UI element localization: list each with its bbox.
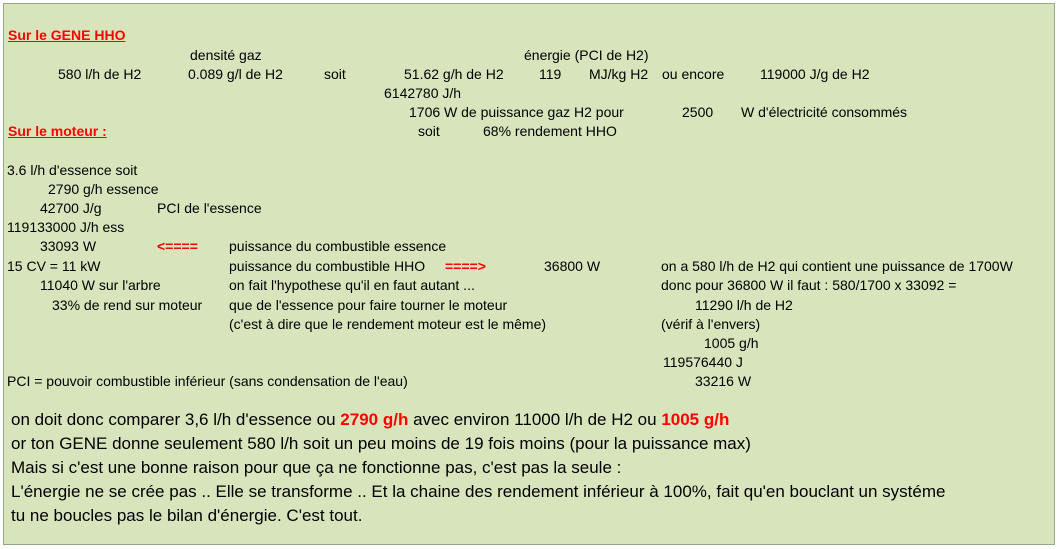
elec-label-cell[interactable]: W d'électricité consommés [741,104,908,120]
ou-encore-cell[interactable]: ou encore [662,66,725,82]
rend-moteur-cell[interactable]: 33% de rend sur moteur [52,297,203,313]
conclusion-line-4[interactable]: L'énergie ne se crée pas .. Elle se transforme .. Et la chaine des rendement inférieur à 100%, fait qu'en bouclant un systéme [11,482,946,501]
que-essence-cell[interactable]: que de l'essence pour faire tourner le moteur [229,297,508,313]
essence-lh-cell[interactable]: 3.6 l/h d'essence soit [7,162,138,178]
elec-value-cell[interactable]: 2500 [682,104,714,120]
verif-cell[interactable]: (vérif à l'envers) [661,316,761,332]
density-header[interactable]: densité gaz [190,47,262,63]
pci-def-cell[interactable]: PCI = pouvoir combustible inférieur (sans condensation de l'eau) [7,373,408,389]
verif-w-cell[interactable]: 33216 W [695,373,752,389]
verif-gh-cell[interactable]: 1005 g/h [704,335,759,351]
conclusion-line-1[interactable] [11,410,729,430]
jg-value-cell[interactable]: 119000 J/g de H2 [760,66,870,82]
mass-rate-cell[interactable]: 51.62 g/h de H2 [404,66,504,82]
power-gas-cell[interactable]: 1706 W de puissance gaz H2 pour [409,104,624,120]
conclusion-text: avec environ 11000 l/h de H2 ou [408,410,662,429]
jh-value-cell[interactable]: 6142780 J/h [384,85,462,101]
cest-a-dire-cell[interactable]: (c'est à dire que le rendement moteur est le même) [229,316,547,332]
soit-cell[interactable]: soit [324,66,346,82]
h2-needed-cell[interactable]: 11290 l/h de H2 [695,297,793,313]
section-title-moteur[interactable]: Sur le moteur : [8,123,107,139]
essence-w-cell[interactable]: 33093 W [40,238,97,254]
arbre-cell[interactable]: 11040 W sur l'arbre [40,277,161,293]
highlight-h2-gh: 1005 g/h [661,410,730,429]
essence-jg-cell[interactable]: 42700 J/g [40,200,102,216]
conclusion-text: on doit donc comparer 3,6 l/h d'essence ou [11,410,341,429]
hho-rend-cell[interactable]: 68% rendement HHO [483,123,617,139]
h2-contains-cell[interactable]: on a 580 l/h de H2 qui contient une puissance de 1700W [661,258,1013,274]
pci-essence-cell[interactable]: PCI de l'essence [157,200,262,216]
essence-gh-cell[interactable]: 2790 g/h essence [48,181,159,197]
hho-w-cell[interactable]: 36800 W [544,258,601,274]
arrow-left: <==== [157,238,198,254]
puissance-hho-cell[interactable]: puissance du combustible HHO [229,258,426,274]
conclusion-line-3[interactable]: Mais si c'est une bonne raison pour que ça ne fonctionne pas, c'est pas la seule : [11,458,622,477]
verif-j-cell[interactable]: 119576440 J [663,354,743,370]
cv-kw-cell[interactable]: 15 CV = 11 kW [7,258,101,274]
spreadsheet-area [3,3,1055,545]
highlight-essence-gh: 2790 g/h [340,410,409,429]
conclusion-line-2[interactable]: or ton GENE donne seulement 580 l/h soit un peu moins de 19 fois moins (pour la puissance max) [11,434,751,453]
energy-header[interactable]: énergie (PCI de H2) [524,47,649,63]
donc-pour-cell[interactable]: donc pour 36800 W il faut : 580/1700 x 33092 = [661,277,957,293]
pci-value-cell[interactable]: 119 [539,66,562,82]
hypothese-cell[interactable]: on fait l'hypothese qu'il en faut autant ... [229,277,475,293]
essence-jh-cell[interactable]: 119133000 J/h ess [7,219,125,235]
conclusion-line-5[interactable]: tu ne boucles pas le bilan d'énergie. C'est tout. [11,506,363,525]
pci-unit-cell[interactable]: MJ/kg H2 [589,66,649,82]
density-cell[interactable]: 0.089 g/l de H2 [188,66,283,82]
arrow-right: ====> [445,258,486,274]
section-title-gene[interactable]: Sur le GENE HHO [8,27,126,43]
soit2-cell[interactable]: soit [418,123,440,139]
puissance-essence-cell[interactable]: puissance du combustible essence [229,238,447,254]
h2-flow-cell[interactable]: 580 l/h de H2 [58,66,142,82]
